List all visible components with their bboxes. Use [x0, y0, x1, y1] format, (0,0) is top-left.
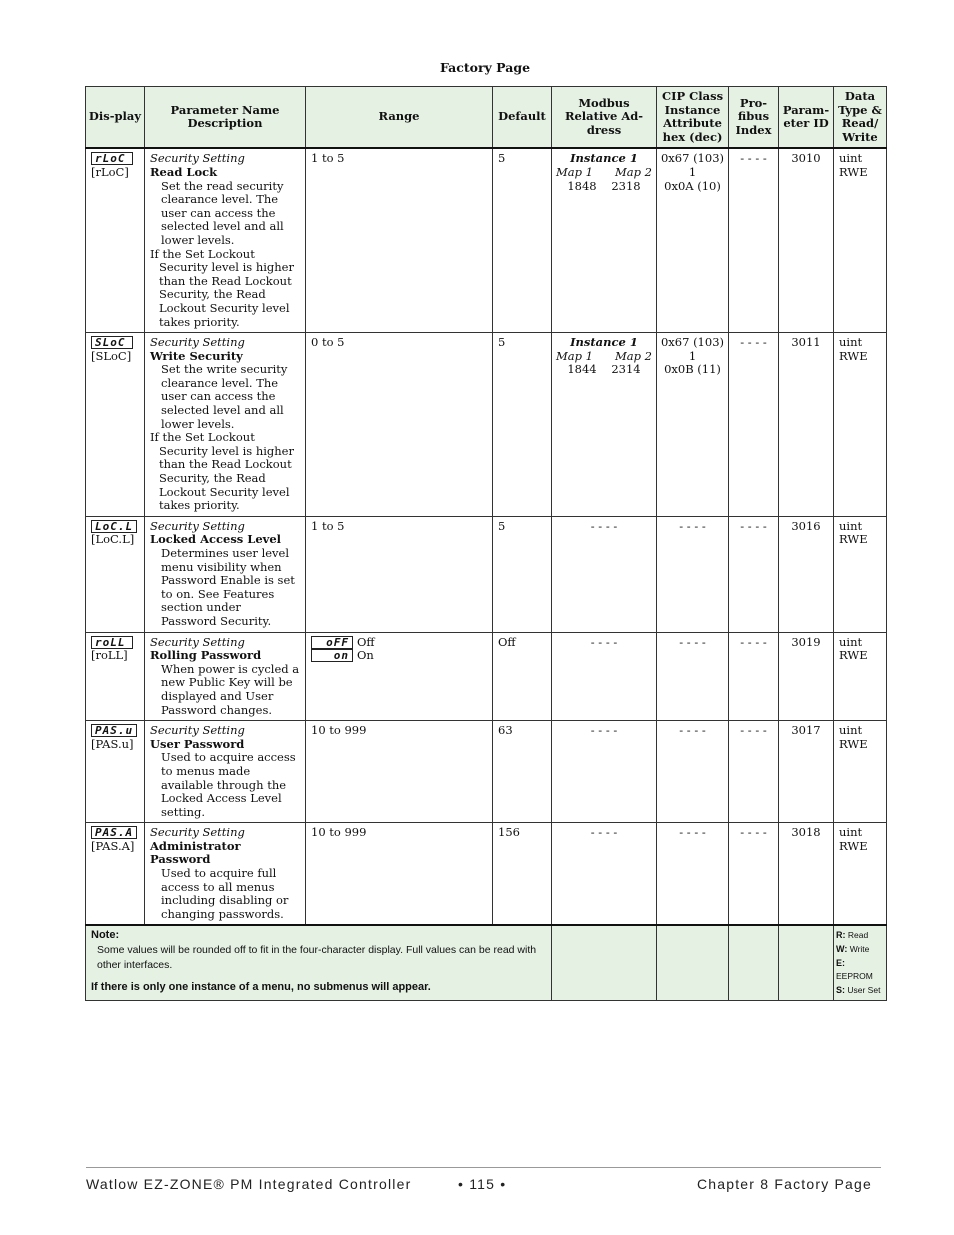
- header-range: Range: [306, 87, 493, 149]
- header-profibus: Pro-fibus Index: [729, 87, 779, 149]
- read-write: RWE: [839, 648, 868, 663]
- param-desc-2: If the Set Lockout Security level is higher than the Read Lockout Security, the Read Lockout Security level takes priority.: [150, 246, 294, 329]
- param-category: Security Setting: [150, 151, 245, 166]
- map2-label: Map 2: [615, 164, 652, 179]
- cip-instance: 1: [688, 164, 697, 179]
- param-desc: Used to acquire access to menus made available through the Locked Access Level setting.: [161, 750, 296, 819]
- legend-value: User Set: [847, 984, 881, 995]
- param-name: Locked Access Level: [150, 532, 282, 547]
- display-code-seg: LoC.L: [91, 520, 137, 533]
- note-body: Some values will be rounded off to fit in the four-character display. Full values can be read with other interfaces.: [97, 944, 537, 972]
- data-type: uint: [839, 518, 863, 533]
- table-row: [86, 632, 887, 721]
- note-bold: If there is only one instance of a menu, no submenus will appear.: [91, 981, 431, 994]
- legend-key: S:: [836, 984, 845, 995]
- modbus-cell: - - - -: [552, 632, 657, 721]
- default-cell: 63: [493, 721, 552, 823]
- table-row: [86, 333, 887, 517]
- modbus-cell: - - - -: [552, 516, 657, 632]
- table-row: [86, 721, 887, 823]
- profibus-cell: - - - -: [729, 823, 779, 926]
- legend-key: W:: [836, 944, 848, 955]
- param-desc: Determines user level menu visibility when Password Enable is set to on. See Features section under Password Security.: [161, 546, 295, 628]
- modbus-cell: - - - -: [552, 721, 657, 823]
- range-cell: 1 to 5: [306, 148, 493, 332]
- range-cell: [306, 632, 493, 721]
- param-name: Administrator Password: [150, 838, 241, 867]
- read-write: RWE: [839, 164, 868, 179]
- map2-address: 2314: [611, 362, 641, 377]
- param-name: Read Lock: [150, 164, 218, 179]
- data-type: uint: [839, 825, 863, 840]
- profibus-cell: - - - -: [729, 333, 779, 517]
- default-cell: 5: [493, 333, 552, 517]
- range-cell: 10 to 999: [306, 823, 493, 926]
- cip-attribute: 0x0B (11): [664, 362, 721, 377]
- param-name: Write Security: [150, 348, 243, 363]
- map1-label: Map 1: [556, 348, 593, 363]
- factory-page-table: [85, 86, 887, 1001]
- param-id-cell: 3011: [779, 333, 834, 517]
- table-row: [86, 148, 887, 332]
- note-title: Note:: [91, 929, 120, 942]
- read-write: RWE: [839, 532, 868, 547]
- range-option-seg: oFF: [311, 636, 353, 649]
- default-cell: 5: [493, 148, 552, 332]
- range-option-label: On: [357, 648, 374, 663]
- display-code: [PAS.u]: [91, 736, 134, 751]
- param-category: Security Setting: [150, 723, 245, 738]
- param-id-cell: 3018: [779, 823, 834, 926]
- display-code: [rLoC]: [91, 164, 129, 179]
- param-id-cell: 3019: [779, 632, 834, 721]
- header-default: Default: [493, 87, 552, 149]
- range-option-seg: on: [311, 649, 353, 662]
- param-desc: Set the read security clearance level. The user can access the selected level and all lower levels.: [161, 178, 284, 247]
- param-category: Security Setting: [150, 335, 245, 350]
- map1-label: Map 1: [556, 164, 593, 179]
- param-desc: Set the write security clearance level. The user can access the selected level and all lower levels.: [161, 362, 288, 431]
- range-cell: 1 to 5: [306, 516, 493, 632]
- rw-legend: [834, 925, 887, 1000]
- legend-value: Read: [847, 930, 869, 941]
- header-cip: CIP Class Instance Attribute hex (dec): [657, 87, 729, 149]
- cip-class: 0x67 (103): [660, 335, 724, 350]
- cip-cell: - - - -: [657, 516, 729, 632]
- param-desc: Used to acquire full access to all menus including disabling or changing passwords.: [161, 866, 289, 921]
- header-parameter: Parameter Name Description: [145, 87, 306, 149]
- range-cell: 10 to 999: [306, 721, 493, 823]
- param-name: User Password: [150, 736, 245, 751]
- table-row: [86, 516, 887, 632]
- data-type: uint: [839, 634, 863, 649]
- param-desc-2: If the Set Lockout Security level is higher than the Read Lockout Security, the Read Lockout Security level takes priority.: [150, 430, 294, 513]
- cip-cell: - - - -: [657, 632, 729, 721]
- map2-label: Map 2: [615, 348, 652, 363]
- default-cell: 156: [493, 823, 552, 926]
- modbus-instance: Instance 1: [570, 151, 638, 166]
- header-modbus: Modbus Relative Ad-dress: [552, 87, 657, 149]
- data-type: uint: [839, 151, 863, 166]
- read-write: RWE: [839, 838, 868, 853]
- cip-instance: 1: [688, 348, 697, 363]
- display-code: [PAS.A]: [91, 838, 135, 853]
- note-row: [86, 925, 887, 1000]
- param-category: Security Setting: [150, 634, 245, 649]
- legend-value: Write: [849, 944, 870, 955]
- data-type: uint: [839, 335, 863, 350]
- param-id-cell: 3016: [779, 516, 834, 632]
- range-option-label: Off: [357, 634, 375, 649]
- footer-divider: [86, 1167, 881, 1168]
- page-number: • 115 •: [458, 1176, 507, 1192]
- legend-key: E:: [836, 957, 845, 968]
- param-id-cell: 3010: [779, 148, 834, 332]
- table-row: [86, 823, 887, 926]
- display-code-seg: PAS.u: [91, 724, 137, 737]
- legend-value: EEPROM: [836, 971, 873, 982]
- cip-attribute: 0x0A (10): [664, 178, 721, 193]
- param-name: Rolling Password: [150, 648, 262, 663]
- cip-cell: - - - -: [657, 823, 729, 926]
- profibus-cell: - - - -: [729, 632, 779, 721]
- display-code-seg: SLoC: [91, 336, 133, 349]
- footer-product: Watlow EZ-ZONE® PM Integrated Controller: [86, 1176, 412, 1192]
- cip-cell: - - - -: [657, 721, 729, 823]
- page-title: Factory Page: [439, 60, 531, 75]
- map2-address: 2318: [611, 178, 641, 193]
- default-cell: Off: [493, 632, 552, 721]
- header-data-type: Data Type & Read/ Write: [834, 87, 887, 149]
- map1-address: 1848: [567, 178, 597, 193]
- profibus-cell: - - - -: [729, 148, 779, 332]
- table-header-row: [86, 87, 887, 149]
- read-write: RWE: [839, 736, 868, 751]
- cip-class: 0x67 (103): [660, 151, 724, 166]
- display-code-seg: PAS.A: [91, 826, 137, 839]
- display-code: [SLoC]: [91, 348, 132, 363]
- range-cell: 0 to 5: [306, 333, 493, 517]
- param-category: Security Setting: [150, 518, 245, 533]
- display-code-seg: roLL: [91, 636, 133, 649]
- param-category: Security Setting: [150, 825, 245, 840]
- profibus-cell: - - - -: [729, 721, 779, 823]
- param-desc: When power is cycled a new Public Key will be displayed and User Password changes.: [161, 661, 300, 717]
- read-write: RWE: [839, 348, 868, 363]
- default-cell: 5: [493, 516, 552, 632]
- display-code: [roLL]: [91, 648, 128, 663]
- profibus-cell: - - - -: [729, 516, 779, 632]
- legend-key: R:: [836, 930, 846, 941]
- footer-chapter: Chapter 8 Factory Page: [696, 1176, 872, 1192]
- header-param-id: Param-eter ID: [779, 87, 834, 149]
- data-type: uint: [839, 723, 863, 738]
- modbus-instance: Instance 1: [570, 335, 638, 350]
- modbus-cell: - - - -: [552, 823, 657, 926]
- display-code: [LoC.L]: [91, 532, 135, 547]
- display-code-seg: rLoC: [91, 152, 133, 165]
- map1-address: 1844: [567, 362, 597, 377]
- param-id-cell: 3017: [779, 721, 834, 823]
- header-display: Dis-play: [86, 87, 145, 149]
